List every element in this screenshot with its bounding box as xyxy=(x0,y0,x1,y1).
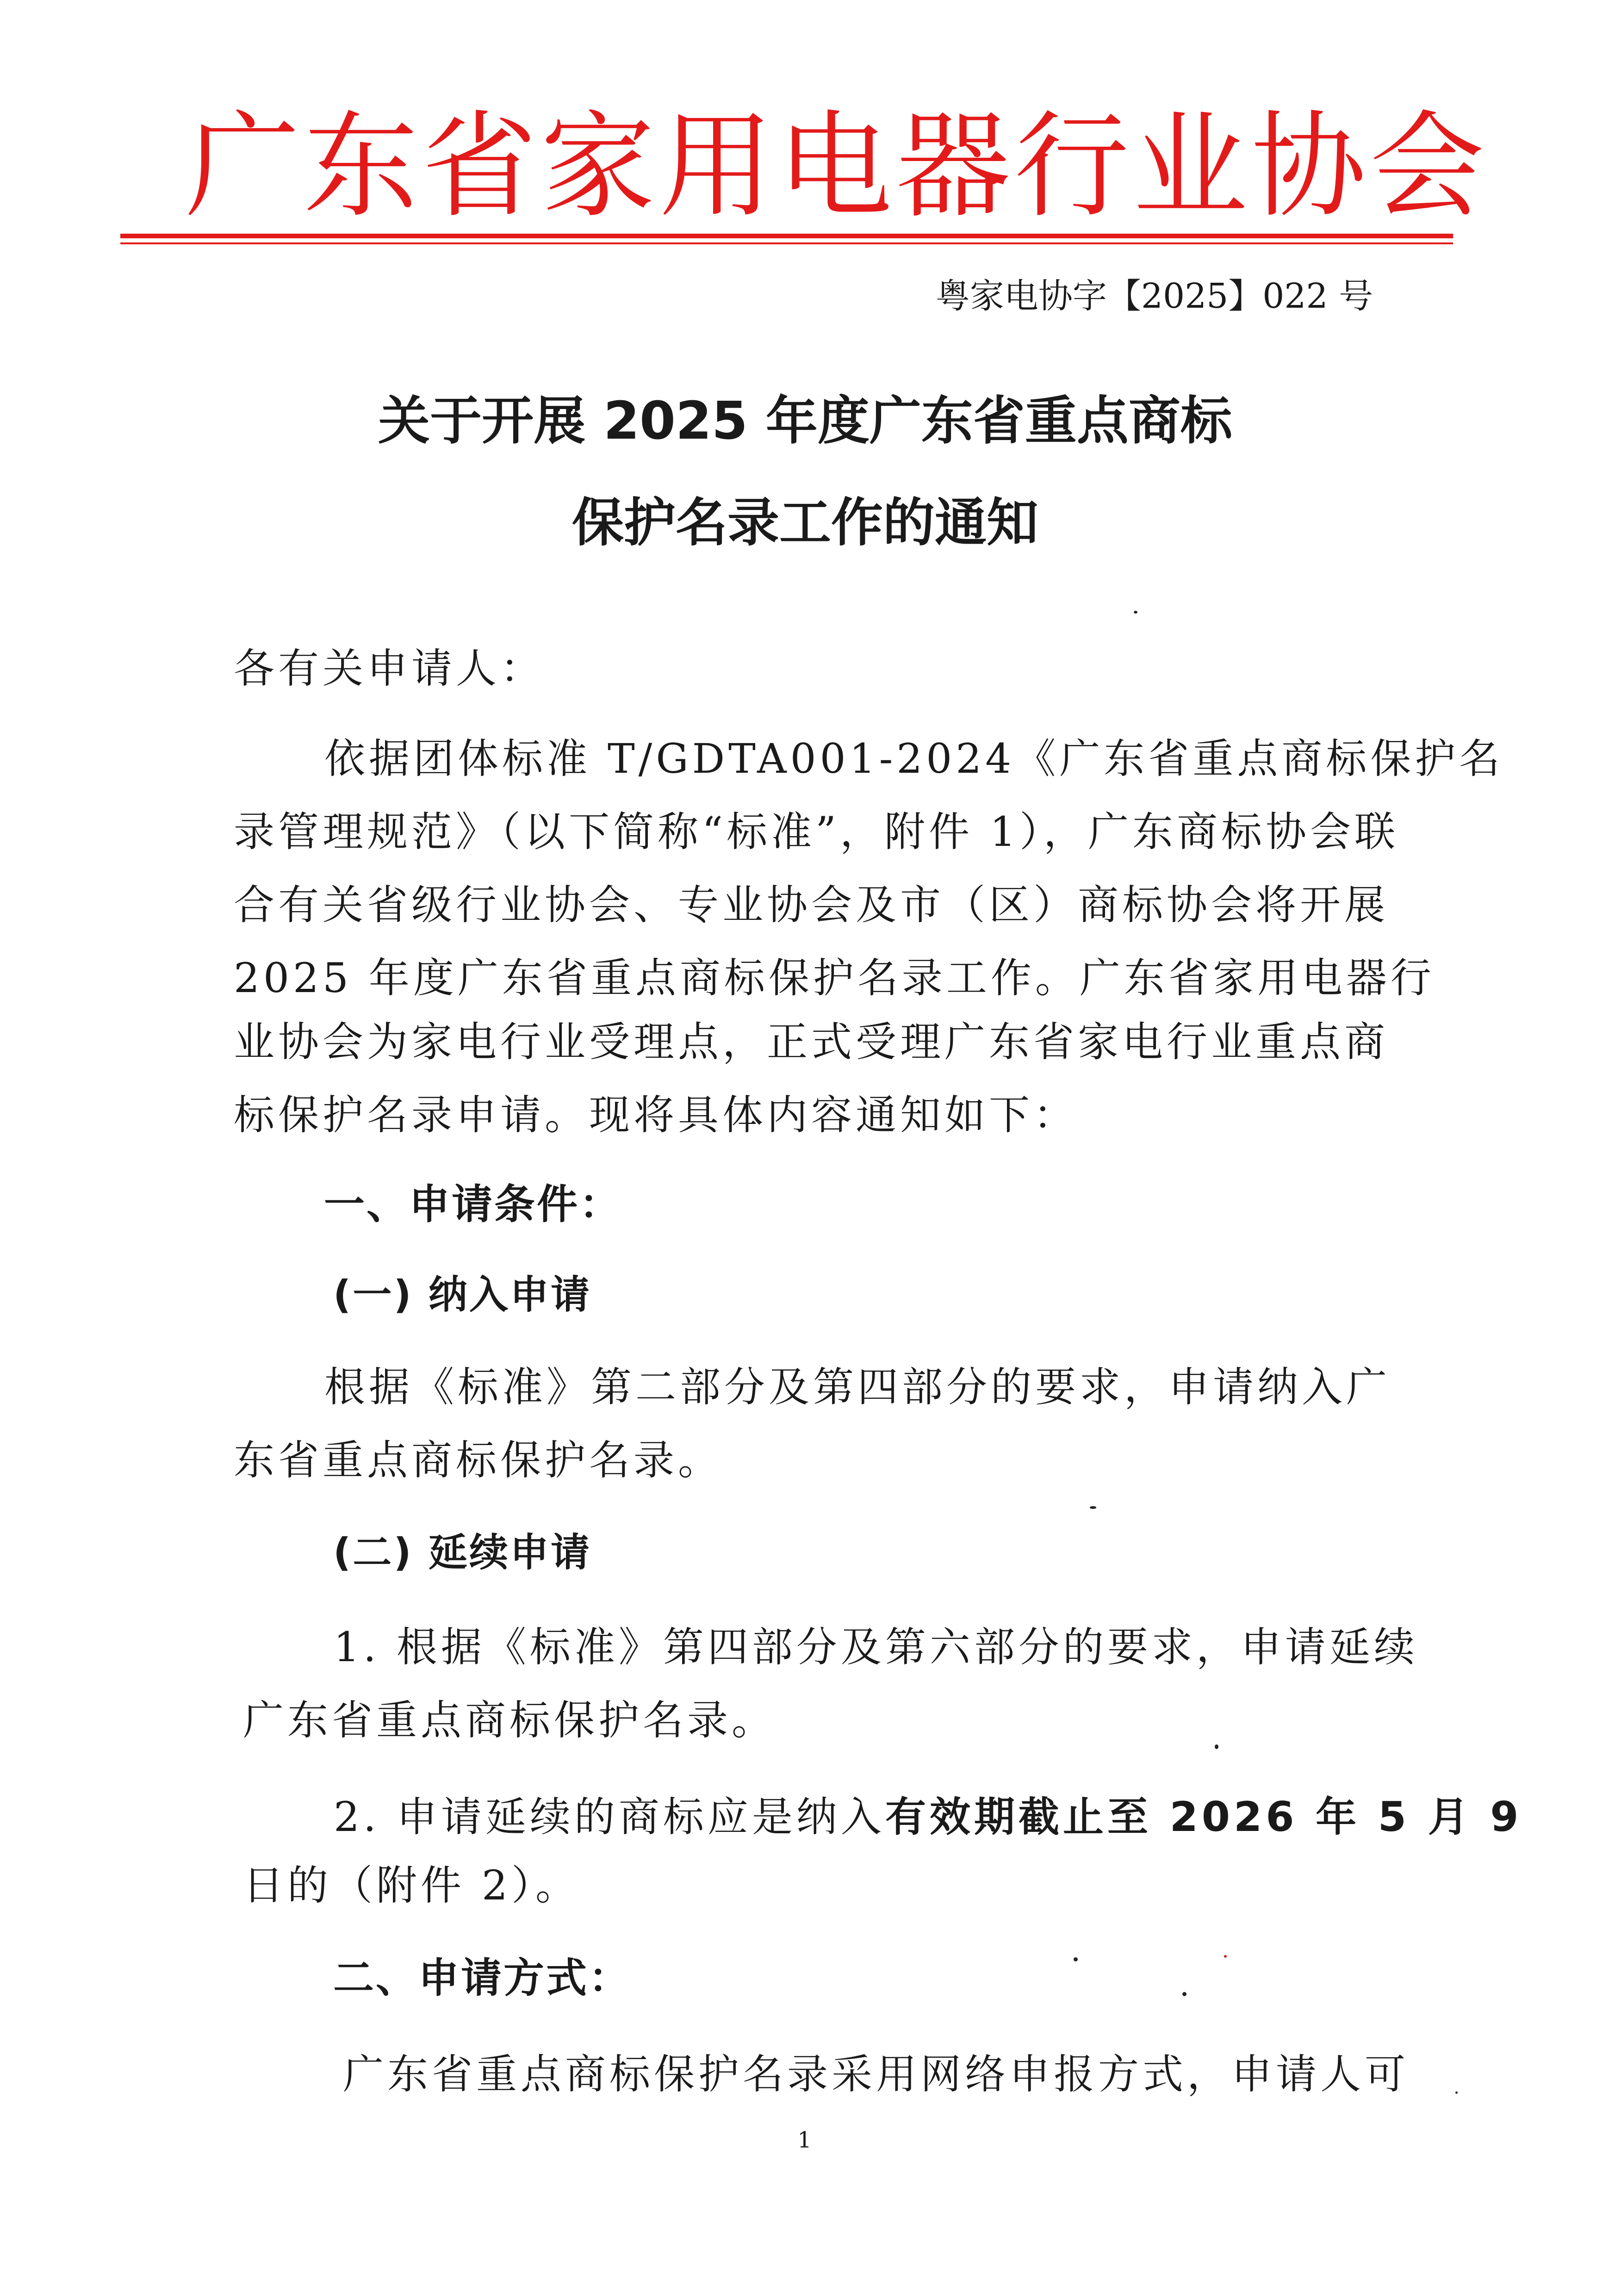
scan-speck xyxy=(1090,1506,1096,1509)
scan-speck xyxy=(1182,1992,1187,1996)
document-number: 粤家电协字【2025】022 号 xyxy=(935,276,1373,316)
letterhead-title: 广东省家用电器行业协会 xyxy=(185,100,1488,233)
intro-line: 业协会为家电行业受理点，正式受理广东省家电行业重点商 xyxy=(234,1018,1389,1066)
letterhead-rule-thick xyxy=(120,234,1453,238)
renewal-item-1-line: 广东省重点商标保护名录。 xyxy=(243,1696,777,1744)
intro-line: 2025 年度广东省重点商标保护名录工作。广东省家用电器行 xyxy=(234,954,1435,1002)
scan-speck xyxy=(1134,611,1137,614)
intro-line: 依据团体标准 T/GDTA001-2024《广东省重点商标保护名 xyxy=(324,735,1504,782)
notice-title-line-1: 关于开展 2025 年度广东省重点商标 xyxy=(378,391,1232,451)
letterhead-rule-thin xyxy=(120,242,1453,244)
intro-line: 标保护名录申请。现将具体内容通知如下： xyxy=(234,1091,1078,1139)
renewal-item-2-text: 2. 申请延续的商标应是纳入 xyxy=(334,1793,885,1841)
inclusion-line: 根据《标准》第二部分及第四部分的要求，申请纳入广 xyxy=(324,1363,1391,1411)
renewal-expiry-emphasis: 有效期截止至 2026 年 5 月 9 xyxy=(885,1793,1522,1841)
subsection-heading-inclusion: (一) 纳入申请 xyxy=(333,1272,592,1317)
section-heading-conditions: 一、申请条件： xyxy=(324,1180,622,1228)
renewal-item-2-line xyxy=(243,1787,1522,1847)
intro-line: 录管理规范》（以下简称“标准”，附件 1），广东商标协会联 xyxy=(234,808,1399,856)
subsection-heading-renewal: (二) 延续申请 xyxy=(333,1530,592,1575)
scan-speck xyxy=(1074,1957,1078,1961)
inclusion-line: 东省重点商标保护名录。 xyxy=(234,1436,723,1484)
salutation: 各有关申请人： xyxy=(234,645,545,692)
notice-title-line-2: 保护名录工作的通知 xyxy=(572,493,1038,553)
intro-line: 合有关省级行业协会、专业协会及市（区）商标协会将开展 xyxy=(234,881,1389,929)
renewal-item-2-line: 日的（附件 2）。 xyxy=(243,1862,580,1909)
scan-speck xyxy=(1215,1744,1218,1749)
method-line: 广东省重点商标保护名录采用网络申报方式，申请人可 xyxy=(343,2050,1410,2098)
scan-speck xyxy=(1455,2091,1458,2094)
scan-speck xyxy=(1224,1955,1227,1958)
page-number: 1 xyxy=(797,2127,812,2153)
renewal-item-1-line: 1. 根据《标准》第四部分及第六部分的要求，申请延续 xyxy=(334,1623,1418,1671)
section-heading-method: 二、申请方式： xyxy=(333,1954,632,2002)
